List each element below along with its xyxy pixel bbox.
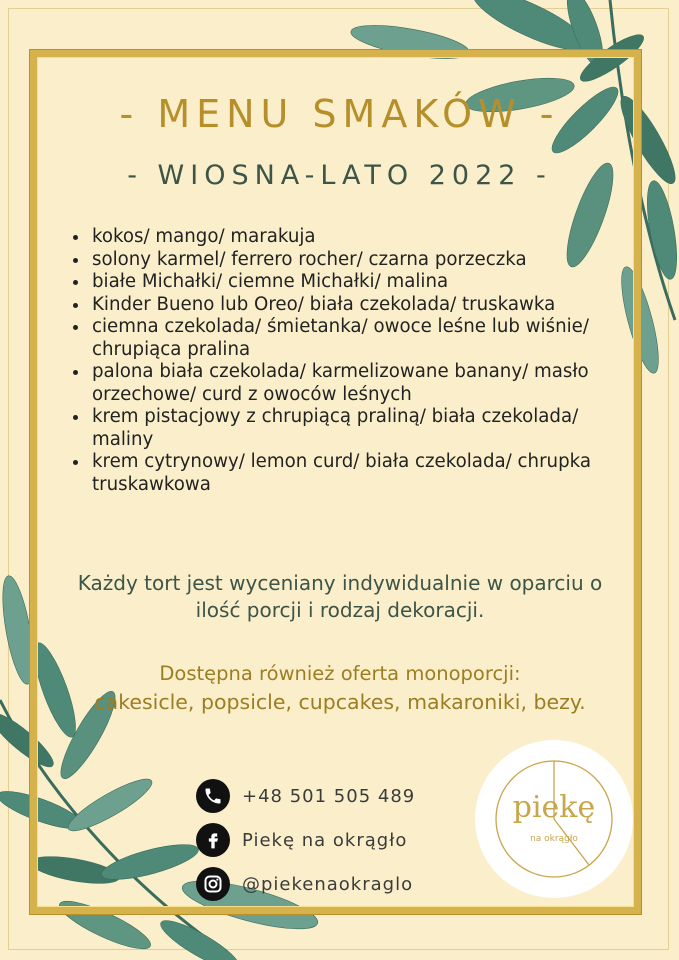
list-item: • ciemna czekolada/ śmietanka/ owoce leśne lub wiśnie/ chrupiąca pralina <box>90 316 610 361</box>
instagram-handle: @piekenaokraglo <box>242 873 414 895</box>
list-item: • Kinder Bueno lub Oreo/ biała czekolada/ truskawka <box>90 294 610 317</box>
logo-subtitle: na okrągło <box>530 834 578 844</box>
instagram-icon <box>196 867 230 901</box>
list-item: • białe Michałki/ ciemne Michałki/ malina <box>90 271 610 294</box>
pricing-note: Każdy tort jest wyceniany indywidualnie w oparciu o ilość porcji i rodzaj dekoracji. <box>77 571 603 622</box>
flavor-list <box>72 226 610 496</box>
offer-line-2: cakesicle, popsicle, cupcakes, makaroniki, bezy. <box>94 690 586 714</box>
offer-line-1: Dostępna również oferta monoporcji: <box>159 662 521 685</box>
contact-facebook[interactable] <box>196 820 415 860</box>
phone-number: +48 501 505 489 <box>242 785 416 807</box>
logo-word: piekę <box>512 790 596 825</box>
offer-note <box>70 660 610 716</box>
phone-icon <box>196 779 230 813</box>
facebook-icon <box>196 823 230 857</box>
list-item: • palona biała czekolada/ karmelizowane banany/ masło orzechowe/ curd z owoców leśnych <box>90 361 610 406</box>
season-subtitle: - WIOSNA-LATO 2022 - <box>127 160 552 191</box>
contact-instagram[interactable] <box>196 864 415 904</box>
contact-phone[interactable] <box>196 776 415 816</box>
list-item: • kokos/ mango/ marakuja <box>90 226 610 249</box>
list-item: • krem cytrynowy/ lemon curd/ biała czekolada/ chrupka truskawkowa <box>90 451 610 496</box>
facebook-name: Piekę na okrągło <box>242 829 408 851</box>
menu-title: - MENU SMAKÓW - <box>119 92 560 136</box>
brand-logo <box>475 740 633 898</box>
list-item: • krem pistacjowy z chrupiącą praliną/ biała czekolada/ maliny <box>90 406 610 451</box>
contacts <box>196 776 415 908</box>
list-item: • solony karmel/ ferrero rocher/ czarna porzeczka <box>90 249 610 272</box>
